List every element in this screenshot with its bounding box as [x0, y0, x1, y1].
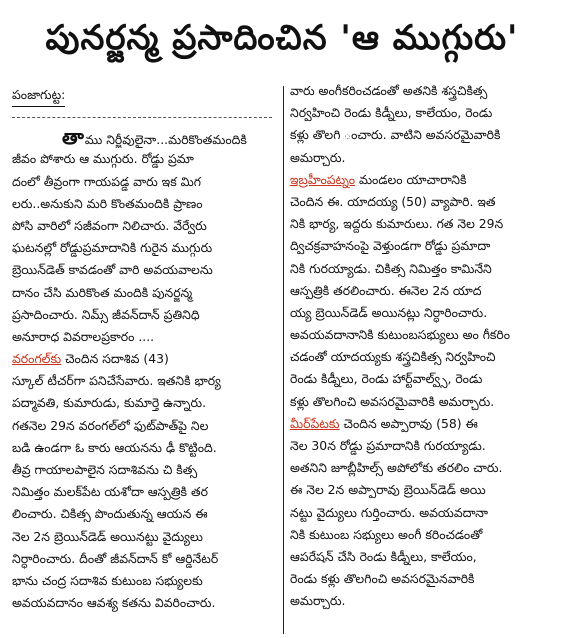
- text-line: [12, 326, 278, 348]
- text-line: [290, 546, 558, 568]
- text-line: [12, 415, 278, 437]
- text-run: చెందిన సదాశివ (43): [61, 351, 169, 367]
- text-run: అవయవదానం ఆవశ్య కతను వివరించారు.: [12, 595, 216, 611]
- text-line: [12, 503, 278, 525]
- text-run: అవయవదానానికి కుటుంబసభ్యులు అం గీకరిం: [290, 327, 511, 343]
- text-line: [290, 479, 558, 501]
- text-line: [290, 413, 558, 435]
- text-run: లరు..అనుకుని మరి కొంతమందికి ప్రాణం: [12, 195, 203, 211]
- text-run: లించారు. చికిత్స పొందుతున్న ఆయన ఈ: [12, 506, 208, 522]
- text-line: [290, 191, 558, 213]
- text-line: [290, 590, 558, 612]
- text-run: భాను చంద్ర సదాశివ కుటుంబ సభ్యులకు: [12, 572, 203, 588]
- text-run: పద్మావతి, కుమారుడు, కుమార్తె ఉన్నారు.: [12, 395, 207, 411]
- text-line: [12, 370, 278, 392]
- text-line: [12, 148, 278, 170]
- text-line: [290, 502, 558, 524]
- column-divider: [283, 86, 284, 634]
- text-run: మండలం యాచారానికి: [355, 171, 467, 187]
- text-line: [12, 215, 278, 237]
- place-name: వరంగల్‌కు: [12, 351, 62, 367]
- text-run: నికి కుటుంబ సభ్యులు అంగీ కరించడంతో: [290, 526, 483, 542]
- text-line: [290, 235, 558, 257]
- text-run: తీవ్ర గాయాలపాలైన సదాశివను చి కిత్స: [12, 462, 198, 478]
- text-line: [12, 348, 278, 370]
- text-line: [12, 548, 278, 570]
- text-line: [290, 302, 558, 324]
- text-line: [12, 237, 278, 259]
- text-run: రెండు కళ్లు తొలగించి అవసరమైనవారికి: [290, 571, 475, 587]
- text-line: [12, 526, 278, 548]
- text-line: [290, 346, 558, 368]
- text-line: [12, 171, 278, 193]
- text-run: నిర్వహించి రెండు కిడ్నీలు, కాలేయం, రెండు: [290, 105, 493, 121]
- text-run: ము నిర్జీవులైనా...మరికొంతమందికి: [84, 132, 247, 148]
- divider: [12, 117, 272, 118]
- text-run: అతనిని జూబ్లీహిల్స్ అపోలోకు తరలిం చారు.: [290, 460, 503, 476]
- text-line: [12, 481, 278, 503]
- headline: పునర్జన్మ ప్రసాదించిన 'ఆ ముగ్గురు': [45, 18, 519, 58]
- text-line: [290, 524, 558, 546]
- text-run: ద్విచక్రవాహనంపై వెళ్తుండగా రోడ్డు ప్రమాదా: [290, 238, 491, 254]
- text-run: చెందిన అప్పారావు (58) ఈ: [339, 415, 478, 431]
- text-run: కళ్లు తొలగించి అవసరమైవారికి అమర్చారు.: [290, 393, 495, 409]
- text-run: వారు అంగీకరించడంతో అతనికి శస్త్రచికిత్స: [290, 83, 488, 98]
- text-line: [12, 259, 278, 281]
- text-run: అమర్చారు.: [290, 149, 346, 165]
- text-run: రెండు కిడ్నీలు, రెండు హార్ట్‌వాల్వ్స్, రెండు: [290, 371, 483, 387]
- left-column-text: [12, 126, 278, 614]
- text-run: దానం చేసి మరికొంత మందికి పునర్జన్మ: [12, 284, 193, 300]
- right-column-text: [290, 80, 558, 613]
- text-line: [290, 368, 558, 390]
- text-run: స్కూల్ టీచర్‌గా పనిచేసేవారు. ఇతనికి భార్య: [12, 373, 221, 389]
- text-run: అనూరాధ వివరాలప్రకారం ....: [12, 328, 155, 344]
- place-name: మీర్‌పేటకు: [290, 415, 340, 431]
- text-run: జీవం పోశారు ఆ ముగ్గురు. రోడ్డు ప్రమా: [12, 151, 194, 167]
- text-line: [12, 570, 278, 592]
- text-line: [290, 147, 558, 169]
- text-run: బ్రెయిన్‌డెత్ కావడంతో వారి అవయవాలను: [12, 262, 213, 278]
- text-run: నికి భార్య, ఇద్దరు కుమారులు. గత నెల 29న: [290, 216, 504, 232]
- text-run: బడి ఉండగా ఓ కారు ఆయనను ఢీ కొట్టింది.: [12, 439, 217, 455]
- text-run: ఆపరేషన్ చేసి రెండు కిడ్నీలు, కాలేయం,: [290, 548, 477, 564]
- text-line: [290, 324, 558, 346]
- text-line: [12, 392, 278, 414]
- text-line: [12, 304, 278, 326]
- text-line: [290, 258, 558, 280]
- text-run: చెందిన ఈ. యాదయ్య (50) వ్యాపారి. ఇత: [290, 193, 496, 209]
- dateline: పంజాగుట్ట:: [12, 84, 65, 107]
- text-line: [290, 213, 558, 235]
- text-run: చడంతో యాదయ్యకు శస్త్రచికిత్స నిర్వహించి: [290, 349, 496, 365]
- text-line: [290, 124, 558, 146]
- text-run: య్య బ్రెయిన్‌డెడ్ అయినట్లు నిర్ధారించారు.: [290, 304, 488, 320]
- text-run: ఈ నెల 2న అప్పారావు బ్రెయిన్‌డెడ్ అయి: [290, 482, 486, 498]
- text-line: [290, 169, 558, 191]
- text-run: ప్రసాదించారు. నిమ్స్ జీవన్‌దాన్ ప్రతినిధి: [12, 306, 200, 322]
- text-line: [290, 102, 558, 124]
- left-column: [12, 84, 278, 614]
- text-line: [290, 568, 558, 590]
- text-run: నికి గురయ్యాడు. చికిత్స నిమిత్తం కామినేని: [290, 260, 492, 276]
- text-line: [12, 437, 278, 459]
- text-line: [290, 457, 558, 479]
- drop-cap: తా: [62, 126, 84, 149]
- text-line: [290, 435, 558, 457]
- text-line: [12, 193, 278, 215]
- text-run: నెల 30న రోడ్డు ప్రమాదానికి గురయ్యాడు.: [290, 438, 486, 453]
- text-run: దంలో తీవ్రంగా గాయపడ్డ వారు ఇక మిగ: [12, 173, 201, 189]
- text-run: ఆస్పత్రికి తరలించారు. ఈనెల 2న యాద: [290, 282, 482, 298]
- text-line: [12, 282, 278, 304]
- text-line: [12, 592, 278, 614]
- text-run: కళ్లు తొలగి ంచారు. వాటిని అవసరమైవారికి: [290, 127, 501, 143]
- right-column: [290, 80, 558, 613]
- text-run: అమర్చారు.: [290, 593, 346, 609]
- text-line: [12, 459, 278, 481]
- text-line: [290, 280, 558, 302]
- text-run: గతనెల 29న వరంగల్‌లో ఫుట్‌పాత్‌పై నిల: [12, 417, 209, 433]
- text-run: నిమిత్తం మలక్‌పేట యశోదా ఆస్పత్రికి తర: [12, 484, 208, 500]
- place-name: ఇబ్రహీంపట్నం: [290, 171, 355, 187]
- text-run: నట్టు వైద్యులు గుర్తించారు. అవయవదానా: [290, 504, 489, 520]
- text-line: [12, 126, 278, 148]
- text-run: నిర్ధారించారు. దీంతో జీవన్‌దాన్ కో ఆర్డినేటర్: [12, 550, 219, 566]
- text-line: [290, 391, 558, 413]
- text-line: [290, 80, 558, 102]
- text-run: ఘటనల్లో రోడ్డుప్రమాదానికి గురైన ముగ్గురు: [12, 240, 213, 256]
- text-run: పోసి వారిలో సజీవంగా నిలిచారు. వేర్వేరు: [12, 217, 207, 233]
- text-run: నెల 2న బ్రెయిన్‌డెడ్ అయినట్టు వైద్యులు: [12, 528, 203, 544]
